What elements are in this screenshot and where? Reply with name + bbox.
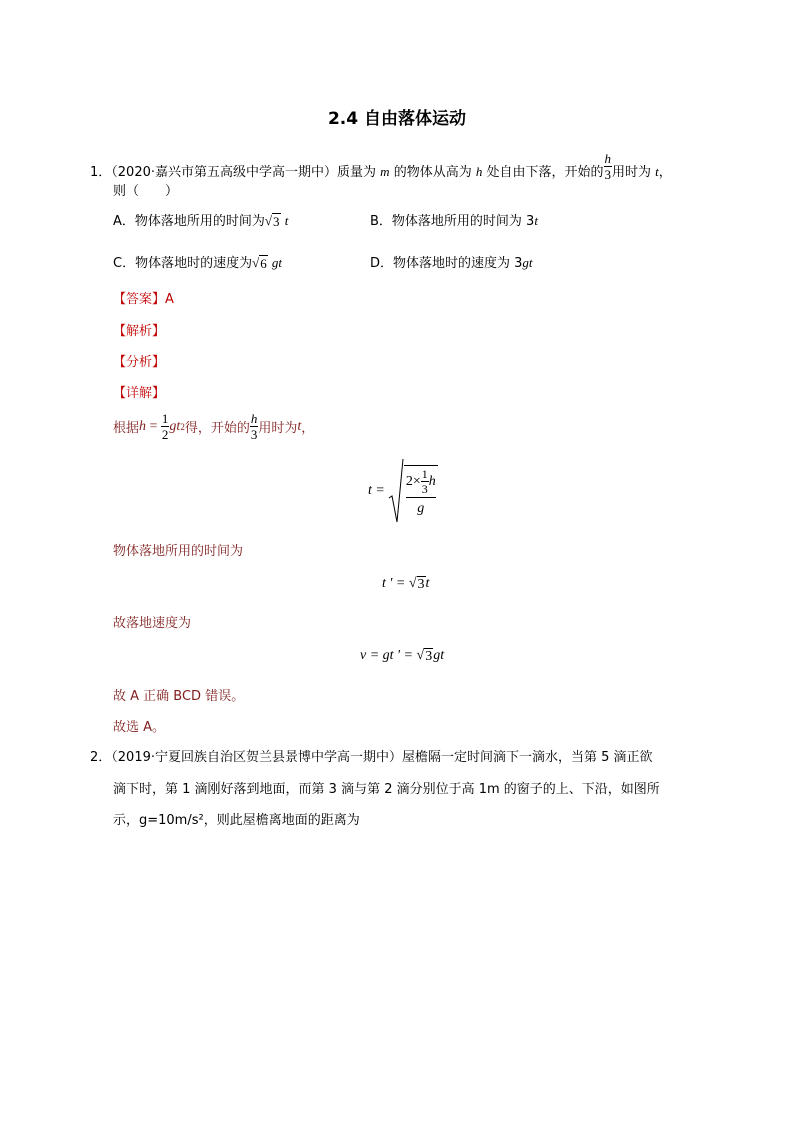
sqrt-6: √ 6 bbox=[252, 255, 267, 271]
conclusion-line-1: 故 A 正确 BCD 错误。 bbox=[113, 689, 245, 704]
answer-tag: 【答案】 bbox=[113, 292, 166, 307]
option-d bbox=[370, 252, 533, 271]
variable-t: t bbox=[534, 213, 538, 228]
fraction-numerator: 1 bbox=[161, 411, 169, 426]
fraction-numerator: h bbox=[250, 411, 258, 426]
question-number: 1． bbox=[90, 165, 112, 180]
page-title: 2.4 自由落体运动 bbox=[327, 109, 467, 129]
radicand-denominator: g bbox=[417, 501, 425, 516]
radicand: 3 bbox=[273, 214, 280, 229]
fraction-h-over-3 bbox=[250, 412, 259, 441]
sqrt-3: √ 3 bbox=[408, 576, 425, 592]
equation-v bbox=[360, 648, 444, 665]
solution-text: 根据 bbox=[113, 421, 140, 436]
variable-h: h bbox=[475, 164, 483, 179]
fraction-denominator: 3 bbox=[250, 427, 258, 442]
xiangjie-tag: 【详解】 bbox=[113, 386, 166, 401]
question-1-stem-continued: 则（ ） bbox=[113, 184, 179, 199]
variable-t: t bbox=[425, 576, 430, 591]
fraction-denominator: 3 bbox=[421, 482, 428, 496]
equation-lhs: t ' = bbox=[382, 576, 406, 591]
stem-text: 用时为 bbox=[612, 165, 652, 180]
option-a bbox=[113, 210, 288, 230]
text-fall-speed: 故落地速度为 bbox=[113, 616, 192, 631]
conclusion-line-2: 故选 A。 bbox=[113, 720, 166, 735]
equation-t-prime bbox=[382, 576, 429, 593]
answer-value: A bbox=[165, 292, 174, 307]
equation-lhs: v = gt ' = bbox=[360, 648, 413, 663]
fraction-numerator: h bbox=[604, 151, 611, 166]
stem-text: 处自由下落，开始的 bbox=[486, 165, 604, 180]
radicand-fraction bbox=[404, 465, 438, 517]
variable-t: t bbox=[655, 164, 659, 179]
fraction-one-third bbox=[421, 468, 429, 495]
sqrt-3: √ 3 bbox=[264, 213, 280, 229]
equals-sign: = bbox=[146, 418, 161, 434]
variable-h: h bbox=[428, 473, 436, 489]
variable-t: t bbox=[297, 418, 302, 434]
fraction-denominator: 3 bbox=[604, 167, 611, 182]
variable-h: h bbox=[139, 418, 147, 434]
sqrt-3: √ 3 bbox=[416, 648, 433, 664]
solution-line-1 bbox=[113, 412, 314, 441]
option-b-text: B．物体落地所用的时间为 3 bbox=[370, 214, 535, 229]
variable-t: t bbox=[284, 213, 289, 228]
stem-text: 质量为 bbox=[337, 165, 377, 180]
question-text: （2019·宁夏回族自治区贺兰县景博中学高一期中）屋檐隔一定时间滴下一滴水，当第 5 滴正欲 bbox=[111, 750, 653, 765]
radicand: 3 bbox=[417, 577, 425, 592]
option-b bbox=[370, 210, 538, 229]
variable-m: m bbox=[380, 164, 390, 179]
question-number: 2． bbox=[90, 750, 112, 765]
coefficient: 2× bbox=[405, 473, 421, 489]
question-2-line-1 bbox=[90, 746, 653, 765]
option-d-text: D．物体落地时的速度为 3 bbox=[370, 256, 523, 271]
equation-lhs: t = bbox=[368, 483, 385, 498]
variable-gt: gt bbox=[522, 255, 533, 270]
solution-text: 用时为 bbox=[258, 421, 298, 436]
option-a-text: A．物体落地所用的时间为 bbox=[113, 214, 265, 229]
radicand: 3 bbox=[425, 649, 433, 664]
radicand-numerator bbox=[406, 468, 436, 498]
exponent: 2 bbox=[180, 421, 185, 432]
variable-gt: gt bbox=[169, 418, 181, 434]
question-2-line-2: 滴下时，第 1 滴刚好落到地面，而第 3 滴与第 2 滴分别位于高 1m 的窗子的上、下沿，如图所 bbox=[113, 782, 660, 797]
fraction-h-over-3 bbox=[604, 152, 613, 181]
text-fall-time: 物体落地所用的时间为 bbox=[113, 544, 244, 559]
fraction-denominator: 2 bbox=[161, 427, 169, 442]
variable-gt: gt bbox=[271, 255, 282, 270]
variable-gt: gt bbox=[433, 648, 445, 663]
option-c-text: C．物体落地时的速度为 bbox=[113, 256, 253, 271]
analysis-tag: 【解析】 bbox=[113, 324, 166, 339]
question-source: （2020·嘉兴市第五高级中学高一期中） bbox=[111, 165, 337, 180]
fenxi-tag: 【分析】 bbox=[113, 355, 166, 370]
solution-text: ， bbox=[301, 421, 315, 436]
stem-text: 的物体从高为 bbox=[393, 165, 472, 180]
stem-text: ， bbox=[658, 165, 672, 180]
question-2-line-3: 示，g=10m/s²，则此屋檐离地面的距离为 bbox=[113, 813, 360, 828]
equation-t bbox=[368, 458, 438, 524]
fraction-one-half bbox=[161, 412, 170, 441]
radical-sign-icon bbox=[388, 458, 404, 524]
answer-line bbox=[113, 288, 174, 307]
radicand: 6 bbox=[260, 256, 267, 271]
fraction-numerator: 1 bbox=[421, 467, 428, 481]
option-c bbox=[113, 252, 282, 272]
solution-text: 得，开始的 bbox=[184, 421, 250, 436]
